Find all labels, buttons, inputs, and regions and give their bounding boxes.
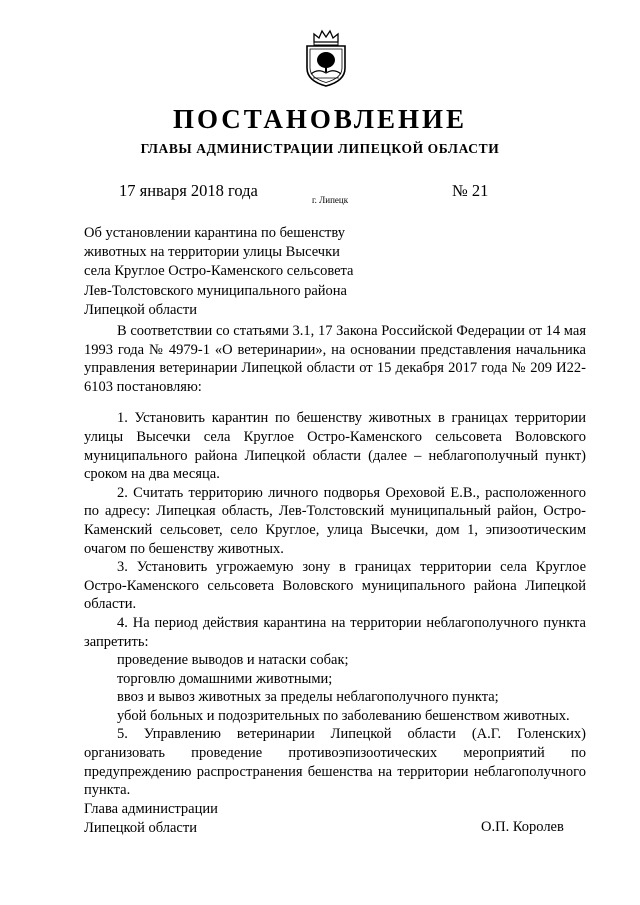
signature-block	[84, 800, 218, 837]
prohibition-item: ввоз и вывоз животных за пределы неблагополучного пункта;	[117, 689, 499, 706]
signature-position-line: Глава администрации	[84, 801, 218, 817]
topic-line: Об установлении карантина по бешенству	[84, 225, 345, 241]
document-date: 17 января 2018 года	[119, 181, 258, 200]
document-number: № 21	[452, 181, 489, 200]
preamble-paragraph: В соответствии со статьями 3.1, 17 Закона Российской Федерации от 14 мая 1993 года № 4979-1 «О ветеринарии», на основании представления начальника управления ветеринарии Липецкой области от 15 декабря 2017 года № 209 И22-6103 постановляю:	[84, 323, 586, 395]
prohibition-item: проведение выводов и натаски собак;	[117, 652, 349, 669]
topic-line: Лев-Толстовского муниципального района	[84, 282, 347, 299]
coat-of-arms-emblem	[301, 28, 351, 88]
document-city: г. Липецк	[312, 195, 349, 205]
point-5: 5. Управлению ветеринарии Липецкой области (А.Г. Голенских) организовать проведение противоэпизоотических мероприятий по предупреждению распространения бешенства на территории неблагополучного пункта.	[84, 726, 586, 799]
prohibition-item: торговлю домашними животными;	[117, 670, 333, 687]
document-title: ПОСТАНОВЛЕНИЕ	[172, 104, 468, 134]
document-body	[84, 322, 586, 800]
prohibition-item: убой больных и подозрительных по заболеванию бешенством животных.	[117, 707, 570, 724]
document-subtitle: ГЛАВЫ АДМИНИСТРАЦИИ ЛИПЕЦКОЙ ОБЛАСТИ	[140, 141, 500, 156]
point-3: 3. Установить угрожаемую зону в границах территории села Круглое Остро-Каменского сельсовета Воловского муниципального района Липецкой области.	[84, 559, 586, 613]
signer-name: О.П. Королев	[481, 819, 564, 835]
point-4: 4. На период действия карантина на территории неблагополучного пункта запретить:	[84, 614, 586, 650]
topic-line: села Круглое Остро-Каменского сельсовета	[84, 263, 354, 280]
point-1: 1. Установить карантин по бешенству животных в границах территории улицы Высечки села Круглое Остро-Каменского сельсовета Воловского муниципального района Липецкой области (далее – неблагополучный пункт) сроком на два месяца.	[84, 410, 586, 483]
document-topic	[84, 224, 353, 320]
signature-position-line: Липецкой области	[84, 819, 197, 836]
topic-line: Липецкой области	[84, 301, 197, 318]
point-2: 2. Считать территорию личного подворья Ореховой Е.В., расположенного по адресу: Липецкая область, Лев-Толстовский муниципальный район, Остро-Каменский сельсовет, село Круглое, улица Высечки, дом 1, эпизоотическим очагом по бешенству животных.	[84, 484, 586, 557]
topic-line: животных на территории улицы Высечки	[84, 244, 340, 261]
